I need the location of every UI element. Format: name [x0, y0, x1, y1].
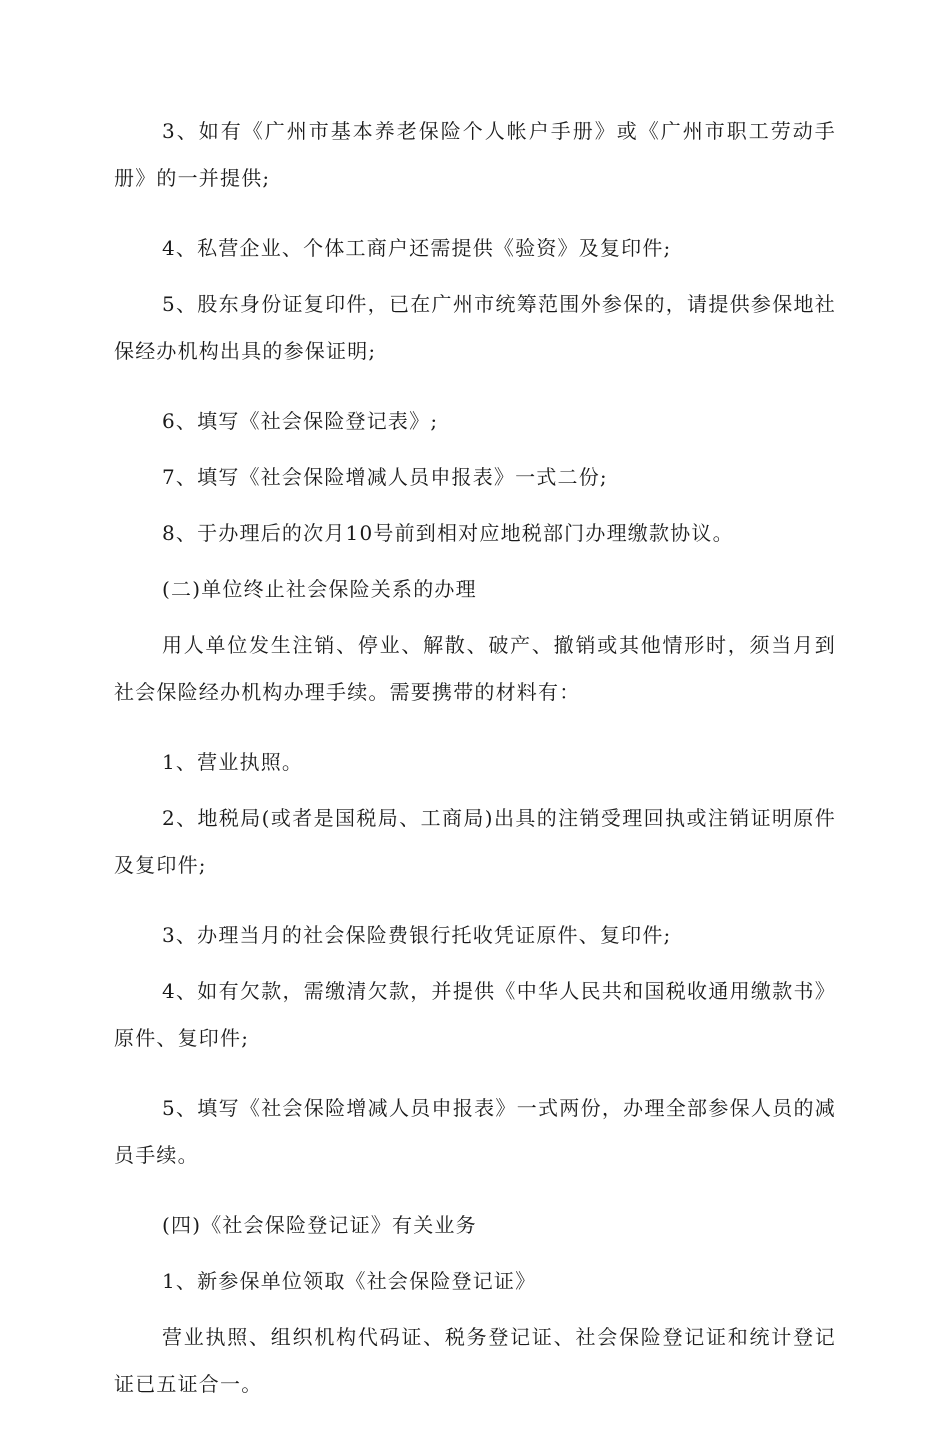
paragraph-term-item-5: 5、填写《社会保险增减人员申报表》一式两份，办理全部参保人员的减员手续。	[114, 1096, 836, 1167]
paragraph-item-7: 7、填写《社会保险增减人员申报表》一式二份;	[162, 465, 608, 489]
paragraph-reg-item-1: 1、新参保单位领取《社会保险登记证》	[162, 1269, 537, 1293]
paragraph-item-8: 8、于办理后的次月10号前到相对应地税部门办理缴款协议。	[162, 521, 734, 545]
document-body	[114, 108, 836, 1431]
paragraph-item-4: 4、私营企业、个体工商户还需提供《验资》及复印件;	[162, 236, 672, 260]
paragraph-item-3: 3、如有《广州市基本养老保险个人帐户手册》或《广州市职工劳动手册》的一并提供;	[114, 119, 836, 190]
section-heading-registration: (四)《社会保险登记证》有关业务	[162, 1213, 477, 1237]
paragraph-item-6: 6、填写《社会保险登记表》;	[162, 409, 439, 433]
paragraph-term-item-3: 3、办理当月的社会保险费银行托收凭证原件、复印件;	[162, 923, 672, 947]
section-heading-termination: (二)单位终止社会保险关系的办理	[162, 577, 477, 601]
paragraph-item-5: 5、股东身份证复印件，已在广州市统筹范围外参保的，请提供参保地社保经办机构出具的参保证明;	[114, 292, 836, 363]
paragraph-term-item-4: 4、如有欠款，需缴清欠款，并提供《中华人民共和国税收通用缴款书》原件、复印件;	[114, 979, 836, 1050]
paragraph-reg-note: 营业执照、组织机构代码证、税务登记证、社会保险登记证和统计登记证已五证合一。	[114, 1325, 836, 1396]
paragraph-term-item-2: 2、地税局(或者是国税局、工商局)出具的注销受理回执或注销证明原件及复印件;	[114, 806, 836, 877]
paragraph-term-item-1: 1、营业执照。	[162, 750, 304, 774]
paragraph-termination-intro: 用人单位发生注销、停业、解散、破产、撤销或其他情形时，须当月到社会保险经办机构办理手续。需要携带的材料有：	[114, 633, 836, 704]
